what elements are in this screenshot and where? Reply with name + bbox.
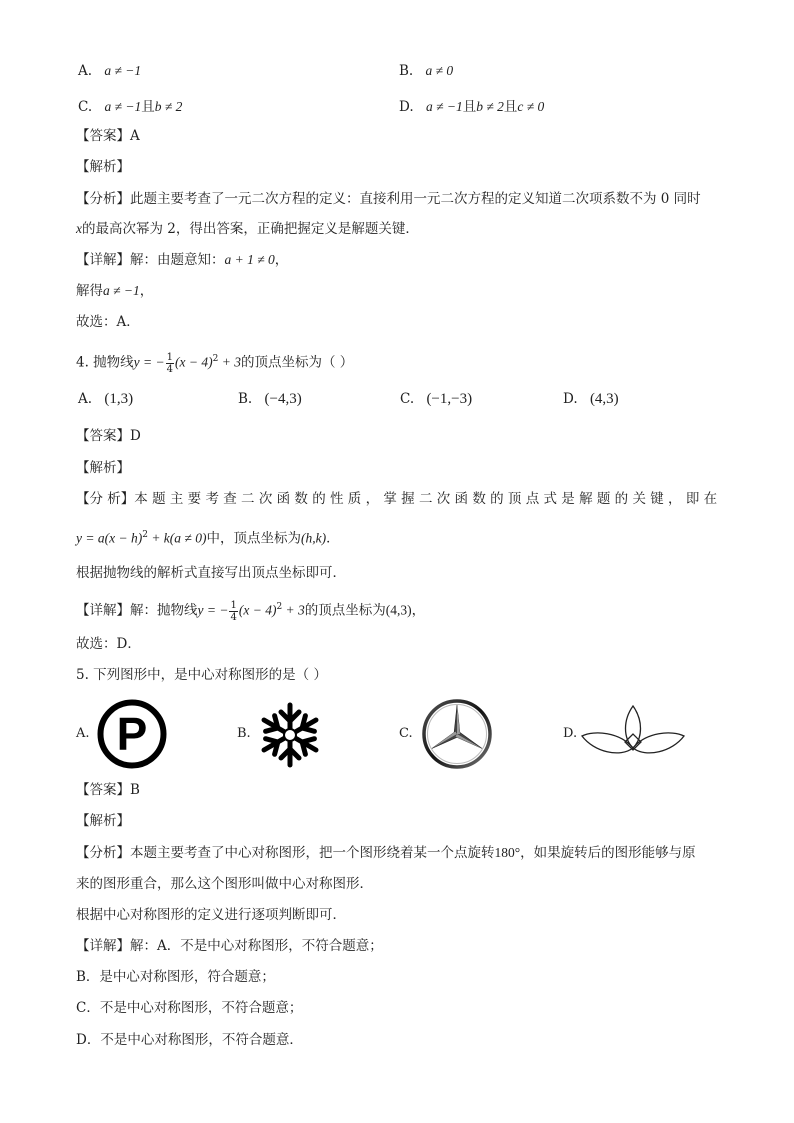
q5-analysis-heading: 【解析】 xyxy=(76,813,130,829)
q4-fenxi-line3: 根据抛物线的解析式直接写出顶点坐标即可． xyxy=(76,565,346,581)
q3-xiangjie-post: ， xyxy=(274,252,289,268)
q4-option-c-value: (−1,−3) xyxy=(426,391,473,407)
q4-stem xyxy=(76,345,353,377)
q4-option-d-value: (4,3) xyxy=(589,391,619,407)
q5-option-d-figure xyxy=(580,702,686,766)
q3-xiangjie-line2-math: a ≠ −1 xyxy=(103,283,140,298)
q3-option-d-math2: b ≠ 2 xyxy=(476,99,504,114)
q5-xiangjie-line2: B．是中心对称图形，符合题意； xyxy=(76,969,275,985)
parking-glyph: P xyxy=(116,708,148,760)
q4-xiangjie-expr: (x − 4) xyxy=(238,602,277,618)
q3-answer-tag: 【答案】 xyxy=(76,128,130,144)
q4-xiangjie-mid: 的顶点坐标为 xyxy=(304,602,386,619)
q5-fenxi-line2: 来的图形重合，那么这个图形叫做中心对称图形． xyxy=(76,876,373,892)
q5-fenxi-pre: 本题主要考查了中心对称图形，把一个图形绕着某一个点旋转 xyxy=(130,845,495,861)
q4-fenxi-post: ． xyxy=(326,530,340,547)
q4-stem-fraction xyxy=(166,352,174,375)
q4-option-c-label: C. xyxy=(400,391,415,407)
q5-fenxi-tag: 【分析】 xyxy=(76,845,130,861)
q3-option-a-math: a ≠ −1 xyxy=(104,63,142,78)
q4-option-b-value: (−4,3) xyxy=(264,391,302,407)
q4-xiangjie-exp: 2 xyxy=(276,602,283,612)
q4-option-b-label: B. xyxy=(238,391,253,407)
q5-fenxi-line1 xyxy=(76,843,696,863)
q3-option-d-math3: c ≠ 0 xyxy=(517,99,545,114)
parking-sign-icon xyxy=(95,698,169,770)
q4-answer xyxy=(76,426,141,446)
q4-xiangjie-frac-den: 4 xyxy=(230,611,237,623)
q3-fenxi-text1: 此题主要考查了一元二次方程的定义：直接利用一元二次方程的定义知道二次项系数不为 0 同时 xyxy=(130,191,701,207)
q3-xiangjie-line2-post: ， xyxy=(139,283,154,299)
q3-fenxi-tag: 【分析】 xyxy=(76,191,130,207)
q4-fenxi-line2 xyxy=(76,525,340,549)
q3-xiangjie-pre: 解：由题意知： xyxy=(130,252,225,268)
q3-option-c-join: 且 xyxy=(141,99,155,115)
q4-option-c xyxy=(400,391,472,408)
q3-answer-value: A xyxy=(130,128,140,144)
q4-option-b xyxy=(238,391,302,408)
q4-option-a-label: A. xyxy=(78,391,93,407)
q4-xiangjie-tail: + 3 xyxy=(282,602,305,618)
q4-xiangjie-frac-num: 1 xyxy=(230,599,237,611)
q3-option-c xyxy=(78,95,182,115)
q4-fenxi-exp: 2 xyxy=(142,530,148,540)
q3-option-c-math1: a ≠ −1 xyxy=(104,99,142,114)
q4-option-d xyxy=(563,391,619,408)
q4-fenxi-math2: + k(a ≠ 0) xyxy=(147,530,207,546)
q5-xiangjie-text1: 解：A．不是中心对称图形，不符合题意； xyxy=(130,938,383,954)
q5-option-a-label: A. xyxy=(76,726,90,741)
q4-stem-pre: 4. 抛物线 xyxy=(76,354,134,371)
q4-analysis-heading: 【解析】 xyxy=(76,460,130,476)
q4-stem-expr: (x − 4) xyxy=(175,354,213,370)
lotus-icon xyxy=(580,702,686,762)
q3-option-a-label: A. xyxy=(78,63,93,79)
q5-stem: 5. 下列图形中，是中心对称图形的是（ ） xyxy=(76,667,327,683)
q3-analysis-heading: 【解析】 xyxy=(76,159,130,175)
q5-option-c-figure xyxy=(420,697,494,775)
q3-fenxi-var: x xyxy=(76,221,82,236)
q4-stem-post: 的顶点坐标为（ ） xyxy=(240,354,354,371)
q4-xiangjie-fraction xyxy=(229,600,237,623)
q3-option-a xyxy=(78,63,141,79)
q3-option-d-join1: 且 xyxy=(462,99,477,115)
q5-answer xyxy=(76,780,140,800)
q3-option-d-join2: 且 xyxy=(503,99,518,115)
q5-xiangjie-tag: 【详解】 xyxy=(76,938,130,954)
q4-xiangjie-tag: 【详解】 xyxy=(76,602,130,619)
q4-frac-den: 4 xyxy=(166,363,174,375)
q5-option-c-label: C. xyxy=(399,726,413,741)
q3-xiangjie-line2 xyxy=(76,281,153,301)
q4-conclusion: 故选：D． xyxy=(76,636,141,652)
q3-answer xyxy=(76,126,140,146)
q3-option-c-math2: b ≠ 2 xyxy=(154,99,183,114)
q5-xiangjie-line1 xyxy=(76,936,383,956)
q4-xiangjie-y: y = − xyxy=(197,602,229,618)
q4-stem-tail: + 3 xyxy=(218,354,241,370)
q4-fenxi-math3: (h,k) xyxy=(300,530,327,546)
q3-xiangjie-line2-pre: 解得 xyxy=(76,283,103,299)
q5-fenxi-math: 180° xyxy=(494,845,521,860)
q5-option-b-label: B. xyxy=(237,726,251,741)
q3-option-b xyxy=(399,63,453,79)
q5-option-d-label: D. xyxy=(563,726,578,741)
q4-fenxi-math: y = a(x − h) xyxy=(76,530,143,546)
q4-fenxi-mid: 中，顶点坐标为 xyxy=(206,530,301,547)
q3-xiangjie-tag: 【详解】 xyxy=(76,252,130,268)
q5-xiangjie-line4: D．不是中心对称图形，不符合题意． xyxy=(76,1032,303,1048)
q4-option-d-label: D. xyxy=(563,391,578,407)
q4-fenxi-tag: 【分 析】 xyxy=(76,491,135,507)
q4-xiangjie-pre: 解：抛物线 xyxy=(130,602,198,619)
q4-stem-y: y = − xyxy=(133,354,165,370)
q4-stem-exp: 2 xyxy=(212,354,219,364)
q3-option-b-math: a ≠ 0 xyxy=(425,63,454,78)
q4-xiangjie-line xyxy=(76,593,425,625)
three-pointed-star-emblem-icon xyxy=(420,697,494,771)
q5-fenxi-post: ，如果旋转后的图形能够与原 xyxy=(520,845,696,861)
q4-fenxi-line1 xyxy=(76,489,717,509)
q5-answer-value: B xyxy=(130,782,140,798)
q3-fenxi-text2: 的最高次幂为 2，得出答案，正确把握定义是解题关键． xyxy=(82,221,419,237)
q5-xiangjie-line3: C．不是中心对称图形，不符合题意； xyxy=(76,1000,303,1016)
q4-answer-tag: 【答案】 xyxy=(76,428,130,444)
q4-option-a-value: (1,3) xyxy=(104,391,134,407)
q4-xiangjie-val: (4,3) xyxy=(385,602,412,618)
q3-option-d-math1: a ≠ −1 xyxy=(425,99,463,114)
q4-answer-value: D xyxy=(130,428,141,444)
q5-fenxi-line3: 根据中心对称图形的定义进行逐项判断即可． xyxy=(76,907,346,923)
q4-option-a xyxy=(78,391,133,408)
q5-answer-tag: 【答案】 xyxy=(76,782,130,798)
snowflake-icon xyxy=(254,702,326,768)
q4-fenxi-text1: 本 题 主 要 考 查 二 次 函 数 的 性 质 ， 掌 握 二 次 函 数 的 顶 点 式 是 解 题 的 关 键 ， 即 在 xyxy=(134,491,718,507)
q3-fenxi-line1 xyxy=(76,189,701,209)
q3-option-d xyxy=(399,95,544,115)
q5-option-a-figure xyxy=(95,698,169,774)
q4-xiangjie-post: ， xyxy=(411,602,426,619)
q3-option-d-label: D. xyxy=(399,99,414,115)
q3-conclusion: 故选：A． xyxy=(76,314,140,330)
q4-frac-num: 1 xyxy=(166,351,174,363)
q3-option-c-label: C. xyxy=(78,99,93,115)
q5-option-b-figure xyxy=(254,702,326,772)
q3-option-b-label: B. xyxy=(399,63,414,79)
q3-fenxi-line2 xyxy=(76,219,419,239)
q3-xiangjie-math: a + 1 ≠ 0 xyxy=(224,252,275,267)
q3-xiangjie-line1 xyxy=(76,250,288,270)
